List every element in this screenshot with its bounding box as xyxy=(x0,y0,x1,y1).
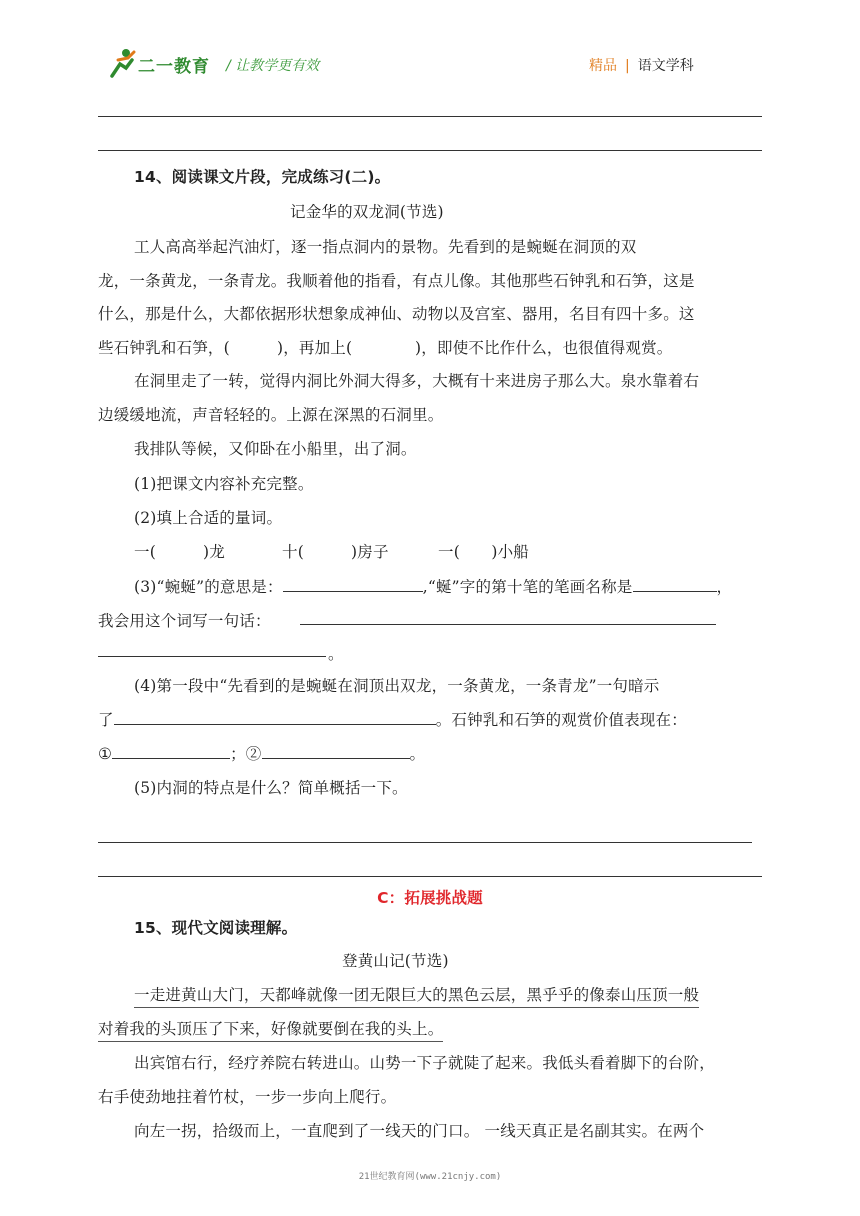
sub4-prefix: 了 xyxy=(98,711,114,729)
measure-word-b: 十( )房子 xyxy=(282,543,389,561)
question-14-title: 14、阅读课文片段，完成练习(二)。 xyxy=(134,168,391,186)
sub-question-2: (2)填上合适的量词。 xyxy=(134,509,283,527)
answer-blank[interactable] xyxy=(283,575,423,592)
passage-line: 什么，那是什么，大都依据形状想象成神仙、动物以及宫室、器用，名目有四十多。这 xyxy=(98,305,695,323)
measure-word-c: 一( )小船 xyxy=(438,543,529,561)
passage-line: 工人高高举起汽油灯，逐一指点洞内的景物。先看到的是蜿蜒在洞顶的双 xyxy=(134,238,637,256)
section-c-heading: C：拓展挑战题 xyxy=(377,889,483,907)
sub3-prompt: (3)“蜿蜒”的意思是： xyxy=(134,578,283,596)
slogan: / 让教学更有效 xyxy=(226,58,320,74)
header-brand xyxy=(589,55,694,75)
sub4-line xyxy=(98,708,687,730)
sub-question-4: (4)第一段中“先看到的是蜿蜒在洞顶出双龙，一条黄龙，一条青龙”一句暗示 xyxy=(134,677,660,695)
underlined-passage-line: 对着我的头顶压了下来，好像就要倒在我的头上。 xyxy=(98,1017,443,1042)
passage-title: 记金华的双龙洞(节选) xyxy=(290,203,444,221)
sub3-comma: ， xyxy=(716,578,733,596)
sub-question-5: (5)内洞的特点是什么？简单概括一下。 xyxy=(134,779,408,797)
sub3-sentence-prompt: 我会用这个词写一句话： xyxy=(98,612,271,630)
passage-line: 在洞里走了一转，觉得内洞比外洞大得多，大概有十来进房子那么大。泉水靠着右 xyxy=(134,372,700,390)
sub4-text: 。石钟乳和石笋的观赏价值表现在： xyxy=(435,711,687,729)
answer-blank[interactable] xyxy=(633,575,717,592)
answer-line[interactable] xyxy=(98,842,752,843)
answer-line[interactable] xyxy=(300,624,716,625)
sub-question-1: (1)把课文内容补充完整。 xyxy=(134,475,314,493)
question-15-title: 15、现代文阅读理解。 xyxy=(134,919,298,937)
answer-blank[interactable] xyxy=(114,708,436,725)
sub3-prompt-2: ,“蜒”字的第十笔的笔画名称是 xyxy=(422,578,633,596)
passage-line: 我排队等候，又仰卧在小船里，出了洞。 xyxy=(134,440,417,458)
answer-blank[interactable] xyxy=(262,742,410,759)
passage-line-with-blanks: 些石钟乳和石笋，( )，再加上( )，即使不比作什么，也很值得观赏。 xyxy=(98,339,673,357)
answer-line[interactable] xyxy=(98,116,762,117)
passage-line: 右手使劲地拄着竹杖，一步一步向上爬行。 xyxy=(98,1088,397,1106)
quality-label: 精品 xyxy=(589,58,617,74)
answer-blank[interactable] xyxy=(112,742,230,759)
measure-word-a: 一( )龙 xyxy=(134,543,225,561)
passage-title: 登黄山记(节选) xyxy=(342,952,449,970)
brand-logo xyxy=(104,46,222,82)
subject-label: 语文学科 xyxy=(637,58,694,74)
sub4-line-2 xyxy=(98,742,425,764)
passage-line: 龙，一条黄龙，一条青龙。我顺着他的指看，有点儿像。其他那些石钟乳和石笋，这是 xyxy=(98,272,695,290)
page-footer: 21世纪教育网(www.21cnjy.com) xyxy=(358,1172,502,1182)
sub4-mark-2: ；② xyxy=(230,745,262,763)
passage-line: 向左一拐，拾级而上，一直爬到了一线天的门口。 一线天真正是名副其实。在两个 xyxy=(134,1122,705,1140)
runner-logo-icon xyxy=(104,46,138,80)
answer-line[interactable] xyxy=(98,656,326,657)
sub3-period: 。 xyxy=(328,645,344,663)
passage-line: 边缓缓地流，声音轻轻的。上源在深黑的石洞里。 xyxy=(98,406,444,424)
logo-text: 二一教育 xyxy=(138,57,210,77)
answer-line[interactable] xyxy=(98,150,762,151)
passage-line: 出宾馆右行，经疗养院右转进山。山势一下子就陡了起来。我低头看着脚下的台阶， xyxy=(134,1054,715,1072)
sub4-mark-1: ① xyxy=(98,745,113,763)
sub-question-3 xyxy=(134,575,732,597)
sub4-end: 。 xyxy=(409,745,426,763)
underlined-passage-line: 一走进黄山大门，天都峰就像一团无限巨大的黑色云层，黑乎乎的像泰山压顶一般 xyxy=(134,983,699,1008)
header-separator: | xyxy=(625,58,630,74)
answer-line[interactable] xyxy=(98,876,762,877)
